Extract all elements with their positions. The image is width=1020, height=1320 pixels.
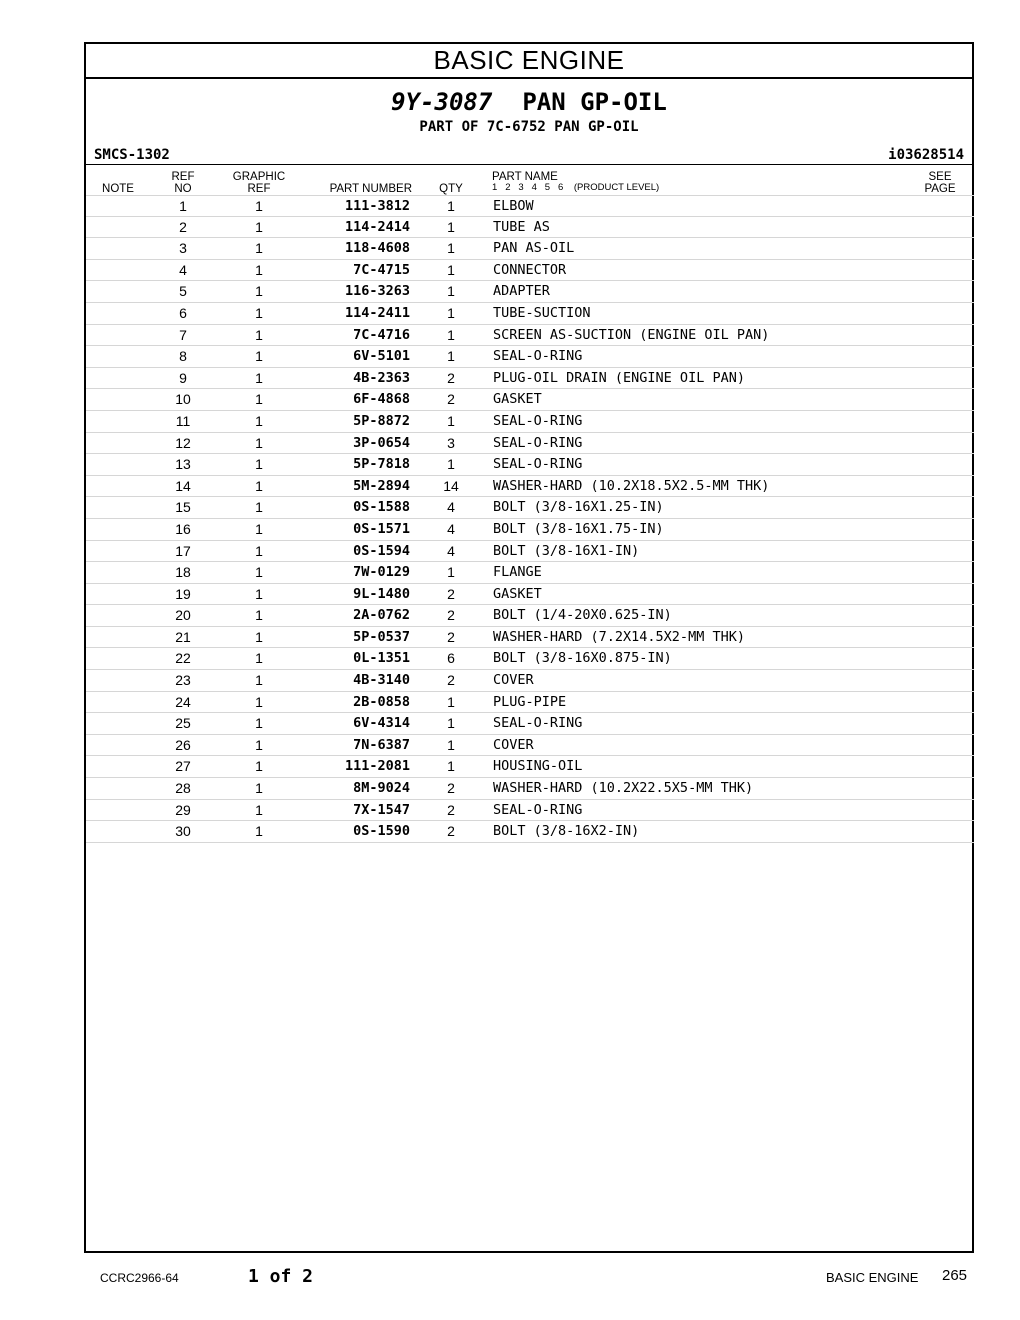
graphic-ref: 1 xyxy=(255,456,263,473)
ref-no: 22 xyxy=(175,650,191,667)
quantity: 4 xyxy=(447,499,455,516)
part-number: 0S-1594 xyxy=(353,542,410,559)
footer-page-of: 1 of 2 xyxy=(248,1266,314,1287)
footer-doc-id: CCRC2966-64 xyxy=(100,1271,179,1285)
ref-no: 1 xyxy=(179,198,187,214)
part-name: PLUG-PIPE xyxy=(493,693,567,710)
ref-no: 20 xyxy=(175,607,191,624)
ref-no: 5 xyxy=(179,283,187,300)
part-number: 0S-1571 xyxy=(353,520,410,537)
quantity: 2 xyxy=(447,628,455,645)
part-name: BOLT (3/8-16X1-IN) xyxy=(493,542,640,559)
graphic-ref: 1 xyxy=(255,369,263,386)
quantity: 2 xyxy=(447,801,455,818)
part-name: SEAL-O-RING xyxy=(493,348,583,365)
quantity: 2 xyxy=(447,391,455,408)
quantity: 1 xyxy=(447,456,455,473)
ref-no: 19 xyxy=(175,585,191,602)
part-of-line: PART OF 7C-6752 PAN GP-OIL xyxy=(419,119,639,135)
header-ref-top: REF xyxy=(171,171,195,183)
part-name: COVER xyxy=(493,672,534,689)
graphic-ref: 1 xyxy=(255,542,263,559)
part-number: 111-2081 xyxy=(344,758,410,775)
quantity: 1 xyxy=(447,326,455,343)
part-number: 114-2411 xyxy=(344,304,410,321)
quantity: 1 xyxy=(447,693,455,710)
header-qty: QTY xyxy=(439,183,463,195)
quantity: 2 xyxy=(447,823,455,840)
table-row xyxy=(86,670,974,692)
graphic-ref: 1 xyxy=(255,520,263,537)
header-ref-bottom: NO xyxy=(174,183,192,195)
table-row xyxy=(86,713,974,735)
ref-no: 10 xyxy=(175,391,191,408)
table-row xyxy=(86,195,974,217)
table-row xyxy=(86,627,974,649)
quantity: 1 xyxy=(447,715,455,732)
graphic-ref: 1 xyxy=(255,823,263,840)
part-number: 7C-4715 xyxy=(353,261,410,278)
part-number: 8M-9024 xyxy=(353,780,410,797)
graphic-ref: 1 xyxy=(255,261,263,278)
group-part-number: 9Y-3087 xyxy=(391,88,493,116)
ref-no: 17 xyxy=(175,542,191,559)
ref-no: 9 xyxy=(179,369,187,386)
part-number: 5P-8872 xyxy=(353,412,410,429)
part-number: 5P-0537 xyxy=(353,628,410,645)
part-number: 6F-4868 xyxy=(353,391,410,408)
quantity: 1 xyxy=(447,564,455,581)
ref-no: 14 xyxy=(175,477,191,494)
part-number: 4B-3140 xyxy=(353,672,410,689)
quantity: 1 xyxy=(447,348,455,365)
table-row xyxy=(86,281,974,303)
header-part-name: PART NAME xyxy=(492,171,558,183)
quantity: 2 xyxy=(447,585,455,602)
part-number: 114-2414 xyxy=(344,218,410,235)
ref-no: 13 xyxy=(175,456,191,473)
table-row xyxy=(86,584,974,606)
part-number: 5M-2894 xyxy=(353,477,410,494)
graphic-ref: 1 xyxy=(255,693,263,710)
part-name: HOUSING-OIL xyxy=(493,758,583,775)
table-row xyxy=(86,821,974,843)
table-row xyxy=(86,562,974,584)
part-name: SEAL-O-RING xyxy=(493,412,583,429)
part-number: 0S-1588 xyxy=(353,499,410,516)
header-note: NOTE xyxy=(102,183,134,195)
table-row xyxy=(86,389,974,411)
graphic-ref: 1 xyxy=(255,715,263,732)
part-name: BOLT (3/8-16X2-IN) xyxy=(493,823,640,840)
ref-no: 25 xyxy=(175,715,191,732)
part-name: COVER xyxy=(493,736,534,753)
ref-no: 2 xyxy=(179,218,187,235)
table-row xyxy=(86,476,974,498)
part-number: 2A-0762 xyxy=(353,607,410,624)
graphic-ref: 1 xyxy=(255,758,263,775)
quantity: 1 xyxy=(447,283,455,300)
footer-section: BASIC ENGINE xyxy=(826,1270,919,1285)
quantity: 1 xyxy=(447,412,455,429)
table-row xyxy=(86,325,974,347)
table-row xyxy=(86,800,974,822)
table-row xyxy=(86,454,974,476)
header-graphic-top: GRAPHIC xyxy=(232,171,286,183)
part-name: SEAL-O-RING xyxy=(493,434,583,451)
part-name: BOLT (3/8-16X1.25-IN) xyxy=(493,499,664,516)
graphic-ref: 1 xyxy=(255,218,263,235)
ref-no: 16 xyxy=(175,520,191,537)
part-number: 111-3812 xyxy=(344,198,410,214)
group-name: PAN GP-OIL xyxy=(522,88,667,116)
ref-no: 7 xyxy=(179,326,187,343)
part-number: 7N-6387 xyxy=(353,736,410,753)
part-number: 0L-1351 xyxy=(353,650,410,667)
graphic-ref: 1 xyxy=(255,650,263,667)
header-divider xyxy=(86,164,972,165)
quantity: 3 xyxy=(447,434,455,451)
part-number: 116-3263 xyxy=(344,283,410,300)
table-row xyxy=(86,735,974,757)
quantity: 1 xyxy=(447,736,455,753)
part-number: 6V-4314 xyxy=(353,715,410,732)
part-number: 7X-1547 xyxy=(353,801,410,818)
header-graphic-bottom: REF xyxy=(247,183,271,195)
graphic-ref: 1 xyxy=(255,391,263,408)
ref-no: 23 xyxy=(175,672,191,689)
table-row xyxy=(86,368,974,390)
ref-no: 8 xyxy=(179,348,187,365)
ref-no: 15 xyxy=(175,499,191,516)
quantity: 4 xyxy=(447,542,455,559)
quantity: 1 xyxy=(447,240,455,257)
table-row xyxy=(86,648,974,670)
parts-table xyxy=(86,195,974,843)
graphic-ref: 1 xyxy=(255,672,263,689)
quantity: 14 xyxy=(443,477,459,494)
graphic-ref: 1 xyxy=(255,240,263,257)
part-number: 7W-0129 xyxy=(353,564,410,581)
part-name: SEAL-O-RING xyxy=(493,801,583,818)
ref-no: 29 xyxy=(175,801,191,818)
header-product-level: 1 2 3 4 5 6 (PRODUCT LEVEL) xyxy=(492,182,660,193)
quantity: 1 xyxy=(447,218,455,235)
graphic-ref: 1 xyxy=(255,585,263,602)
table-row xyxy=(86,605,974,627)
part-number: 7C-4716 xyxy=(353,326,410,343)
part-number: 3P-0654 xyxy=(353,434,410,451)
header-part-number: PART NUMBER xyxy=(329,183,412,195)
illustration-id: i03628514 xyxy=(888,147,964,163)
graphic-ref: 1 xyxy=(255,564,263,581)
part-name: BOLT (3/8-16X1.75-IN) xyxy=(493,520,664,537)
part-name: BOLT (3/8-16X0.875-IN) xyxy=(493,650,672,667)
table-row xyxy=(86,238,974,260)
table-row xyxy=(86,778,974,800)
part-name: BOLT (1/4-20X0.625-IN) xyxy=(493,607,672,624)
graphic-ref: 1 xyxy=(255,736,263,753)
ref-no: 27 xyxy=(175,758,191,775)
part-name: SEAL-O-RING xyxy=(493,715,583,732)
table-row xyxy=(86,497,974,519)
table-row xyxy=(86,519,974,541)
graphic-ref: 1 xyxy=(255,477,263,494)
quantity: 1 xyxy=(447,758,455,775)
ref-no: 3 xyxy=(179,240,187,257)
part-number: 2B-0858 xyxy=(353,693,410,710)
quantity: 1 xyxy=(447,304,455,321)
graphic-ref: 1 xyxy=(255,780,263,797)
part-name: ELBOW xyxy=(493,198,534,214)
ref-no: 24 xyxy=(175,693,191,710)
graphic-ref: 1 xyxy=(255,348,263,365)
part-name: TUBE AS xyxy=(493,218,550,235)
table-row xyxy=(86,411,974,433)
table-row xyxy=(86,756,974,778)
part-name: GASKET xyxy=(493,585,542,602)
part-number: 118-4608 xyxy=(344,240,410,257)
part-name: CONNECTOR xyxy=(493,261,567,278)
table-row xyxy=(86,217,974,239)
table-row xyxy=(86,303,974,325)
footer-page-number: 265 xyxy=(942,1267,968,1284)
graphic-ref: 1 xyxy=(255,628,263,645)
part-name: ADAPTER xyxy=(493,283,550,300)
quantity: 2 xyxy=(447,369,455,386)
parts-list-frame xyxy=(84,42,974,1253)
ref-no: 12 xyxy=(175,434,191,451)
part-name: FLANGE xyxy=(493,564,542,581)
ref-no: 26 xyxy=(175,736,191,753)
quantity: 1 xyxy=(447,198,455,214)
part-number: 6V-5101 xyxy=(353,348,410,365)
quantity: 1 xyxy=(447,261,455,278)
ref-no: 30 xyxy=(175,823,191,840)
part-name: PLUG-OIL DRAIN (ENGINE OIL PAN) xyxy=(493,369,745,386)
graphic-ref: 1 xyxy=(255,607,263,624)
part-number: 5P-7818 xyxy=(353,456,410,473)
group-title xyxy=(86,88,972,116)
table-row xyxy=(86,346,974,368)
section-title: BASIC ENGINE xyxy=(86,44,972,79)
part-name: SCREEN AS-SUCTION (ENGINE OIL PAN) xyxy=(493,326,770,343)
part-name: SEAL-O-RING xyxy=(493,456,583,473)
part-number: 9L-1480 xyxy=(353,585,410,602)
table-row xyxy=(86,692,974,714)
part-name: PAN AS-OIL xyxy=(493,240,575,257)
graphic-ref: 1 xyxy=(255,283,263,300)
graphic-ref: 1 xyxy=(255,434,263,451)
part-name: WASHER-HARD (10.2X22.5X5-MM THK) xyxy=(493,780,754,797)
part-name: WASHER-HARD (10.2X18.5X2.5-MM THK) xyxy=(493,477,770,494)
part-name: GASKET xyxy=(493,391,542,408)
part-number: 4B-2363 xyxy=(353,369,410,386)
graphic-ref: 1 xyxy=(255,412,263,429)
table-row xyxy=(86,541,974,563)
part-number: 0S-1590 xyxy=(353,823,410,840)
quantity: 2 xyxy=(447,607,455,624)
ref-no: 11 xyxy=(175,412,191,429)
ref-no: 21 xyxy=(175,628,191,645)
header-see-bottom: PAGE xyxy=(924,183,956,195)
graphic-ref: 1 xyxy=(255,326,263,343)
ref-no: 28 xyxy=(175,780,191,797)
quantity: 2 xyxy=(447,780,455,797)
graphic-ref: 1 xyxy=(255,499,263,516)
quantity: 4 xyxy=(447,520,455,537)
table-row xyxy=(86,433,974,455)
graphic-ref: 1 xyxy=(255,198,263,214)
smcs-code: SMCS-1302 xyxy=(94,147,170,163)
ref-no: 6 xyxy=(179,304,187,321)
part-name: WASHER-HARD (7.2X14.5X2-MM THK) xyxy=(493,628,745,645)
ref-no: 4 xyxy=(179,261,187,278)
header-see-top: SEE xyxy=(928,171,952,183)
graphic-ref: 1 xyxy=(255,801,263,818)
ref-no: 18 xyxy=(175,564,191,581)
part-name: TUBE-SUCTION xyxy=(493,304,591,321)
quantity: 2 xyxy=(447,672,455,689)
graphic-ref: 1 xyxy=(255,304,263,321)
quantity: 6 xyxy=(447,650,455,667)
table-row xyxy=(86,260,974,282)
